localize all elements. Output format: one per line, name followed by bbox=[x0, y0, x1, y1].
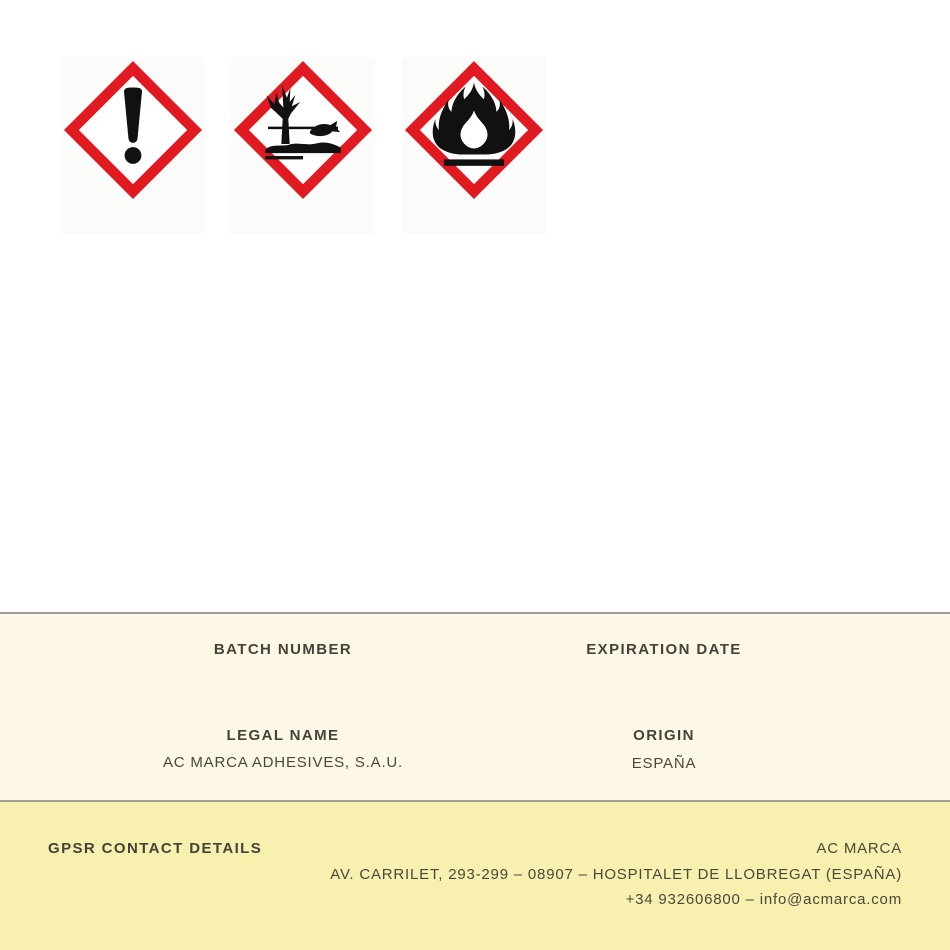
expiration-date-label: EXPIRATION DATE bbox=[586, 641, 742, 658]
origin-label: ORIGIN bbox=[633, 727, 695, 744]
ghs-flame-icon bbox=[402, 58, 546, 234]
legal-name-label: LEGAL NAME bbox=[226, 727, 340, 744]
traceability-section bbox=[0, 614, 950, 800]
ghs-flame-svg bbox=[404, 60, 544, 200]
gpsr-contact-block bbox=[330, 836, 902, 913]
ghs-environment-icon bbox=[231, 58, 375, 234]
ghs-exclamation-icon bbox=[61, 58, 205, 234]
gpsr-contact-title: GPSR CONTACT DETAILS bbox=[48, 840, 263, 857]
batch-number-label: BATCH NUMBER bbox=[213, 641, 353, 658]
gpsr-contact-section bbox=[0, 802, 950, 950]
ghs-exclamation-svg bbox=[63, 60, 203, 200]
legal-name-value: AC MARCA ADHESIVES, S.A.U. bbox=[162, 754, 404, 771]
origin-value: ESPAÑA bbox=[631, 755, 697, 772]
gpsr-company-name: AC MARCA bbox=[816, 840, 902, 857]
ghs-environment-svg bbox=[233, 60, 373, 200]
gpsr-address: AV. CARRILET, 293-299 – 08907 – HOSPITALET DE LLOBREGAT (ESPAÑA) bbox=[330, 865, 902, 883]
gpsr-phone-email: +34 932606800 – info@acmarca.com bbox=[625, 891, 902, 909]
